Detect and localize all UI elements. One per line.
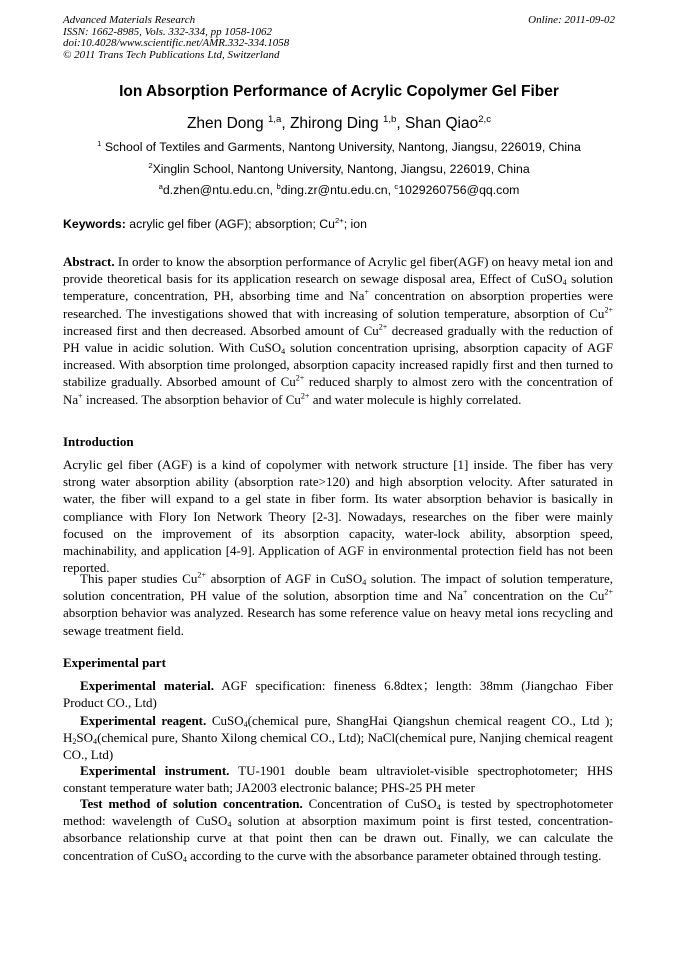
email: 1029260756@qq.com (398, 183, 520, 197)
keywords-label: Keywords: (63, 217, 126, 231)
paper-title: Ion Absorption Performance of Acrylic Copolymer Gel Fiber (119, 83, 559, 100)
journal-name: Advanced Materials Research (63, 14, 196, 26)
email-sup: c (394, 181, 399, 191)
author-name: Zhirong Ding (289, 115, 379, 132)
author-sup: 1,a (267, 113, 282, 125)
journal-header (63, 15, 615, 61)
affiliation (0, 140, 678, 154)
affiliation-sup: 1 (97, 138, 102, 148)
introduction-paragraph: This paper studies $Cu^{2+}$ absorption of AGF in CuSO$_4$ solution. The impact of solution temperature, solution concentration, PH value of the solution, absorption time and Na+ concentration on the $Cu^{2+}$ absorption behavior was analyzed. Research has some reference value on heavy metal ions recycling and sewage treatment field. (63, 570, 614, 638)
affiliation-text: School of Textiles and Garments, Nantong University, Nantong, Jiangsu, 226019, China (104, 140, 581, 154)
introduction-paragraph: Acrylic gel fiber (AGF) is a kind of copolymer with network structure [1] inside. The fiber has very strong water absorption ability (absorption rate>120) and high absorption velocity. After saturated in water, the fiber will expand to a gel state in fiber form. Its water absorption behavior is basically in compliance with Flory Ion Network Theory [2-3]. Nowadays, researches on the fiber were mainly focused on the improvement of its absorption capacity, water-lock ability, absorption speed, machinability, and application [4-9]. Application of AGF in environmental protection field has not been reported. (63, 457, 613, 576)
abstract: Abstract. In order to know the absorption performance of Acrylic gel fiber(AGF) on heavy metal ion and provide theoretical basis for its application research on sewage disposal area, Effect of CuSO$_4$ solution temperature, concentration, PH, absorbing time and Na+ concentration on absorption properties were researched. The investigations showed that with increasing of solution temperature, absorption of $Cu^{2+}$ increased first and then decreased. Absorbed amount of $Cu^{2+}$ decreased gradually with the reduction of PH value in acidic solution. With CuSO$_4$ solution concentration uprising, absorption capacity of AGF increased. With absorption time prolonged, absorption capacity increased rapidly first and then turned to stabilize gradually. Absorbed amount of $Cu^{2+}$ reduced sharply to almost zero with the concentration of Na+ increased. The absorption behavior of $Cu^{2+}$ and water molecule is highly correlated. (63, 254, 614, 407)
experimental-material: Experimental material. AGF specification: fineness 6.8dtex；length: 38mm (Jiangchao Fiber Product CO., Ltd) (63, 678, 613, 711)
experimental-reagent: Experimental reagent. CuSO$_4$(chemical pure, ShangHai Qiangshun chemical reagent CO., Ltd ); $H_2SO_4(chemical$ pure, Shanto Xilong chemical CO., Ltd); NaCl(chemical pure, Nanjing chemical reagent CO., Ltd) (63, 713, 613, 763)
test-method: Test method of solution concentration. Concentration of CuSO$_4$ is tested by spectrophotometer method: wavelength of CuSO$_4$ solution at absorption maximum point is first tested, concentration-absorbance relationship curve at that point then can be drawn out. Finally, we can calculate the concentration of CuSO$_4$ according to the curve with the absorbance parameter obtained through testing. (63, 796, 613, 864)
email-sup: a (158, 181, 163, 191)
affiliation-sup: 2 (148, 160, 153, 170)
experimental-instrument: Experimental instrument. TU-1901 double beam ultraviolet-visible spectrophotometer; HHS constant temperature water bath; JA2003 electronic balance; PHS-25 PH meter (63, 763, 613, 796)
author-sup: 2,c (478, 113, 492, 125)
section-heading-experimental: Experimental part (63, 655, 166, 670)
abstract-label: Abstract. (63, 254, 115, 269)
email: ding.zr@ntu.edu.cn (280, 183, 388, 197)
issn-line: ISSN: 1662-8985, Vols. 332-334, pp 1058-1062 (63, 25, 272, 38)
author-sup: 1,b (383, 113, 397, 125)
author-name: Shan Qiao (404, 115, 479, 132)
copyright-line: © 2011 Trans Tech Publications Ltd, Switzerland (63, 48, 280, 61)
doi-line: doi:10.4028/www.scientific.net/AMR.332-334.1058 (63, 37, 290, 49)
email-sup: b (276, 181, 281, 191)
email-list: $^a$d.zhen@ntu.edu.cn, $^b$ding.zr@ntu.edu.cn, $^c$1029260756@qq.com (158, 181, 520, 197)
affiliation (0, 162, 678, 176)
author-name: Zhen Dong (186, 115, 264, 132)
author-list: Zhen Dong $^{1,a}$, Zhirong Ding $^{1,b}$, Shan Qiao$^{2,c}$ (186, 113, 492, 132)
affiliation-text: Xinglin School, Nantong University, Nantong, Jiangsu, 226019, China (152, 162, 530, 176)
keywords: Keywords: acrylic gel fiber (AGF); absorption; $Cu^{2+}$; ion (63, 215, 367, 231)
section-heading-introduction: Introduction (63, 434, 134, 449)
email: d.zhen@ntu.edu.cn (162, 183, 270, 197)
online-date: Online: 2011-09-02 (528, 14, 615, 26)
